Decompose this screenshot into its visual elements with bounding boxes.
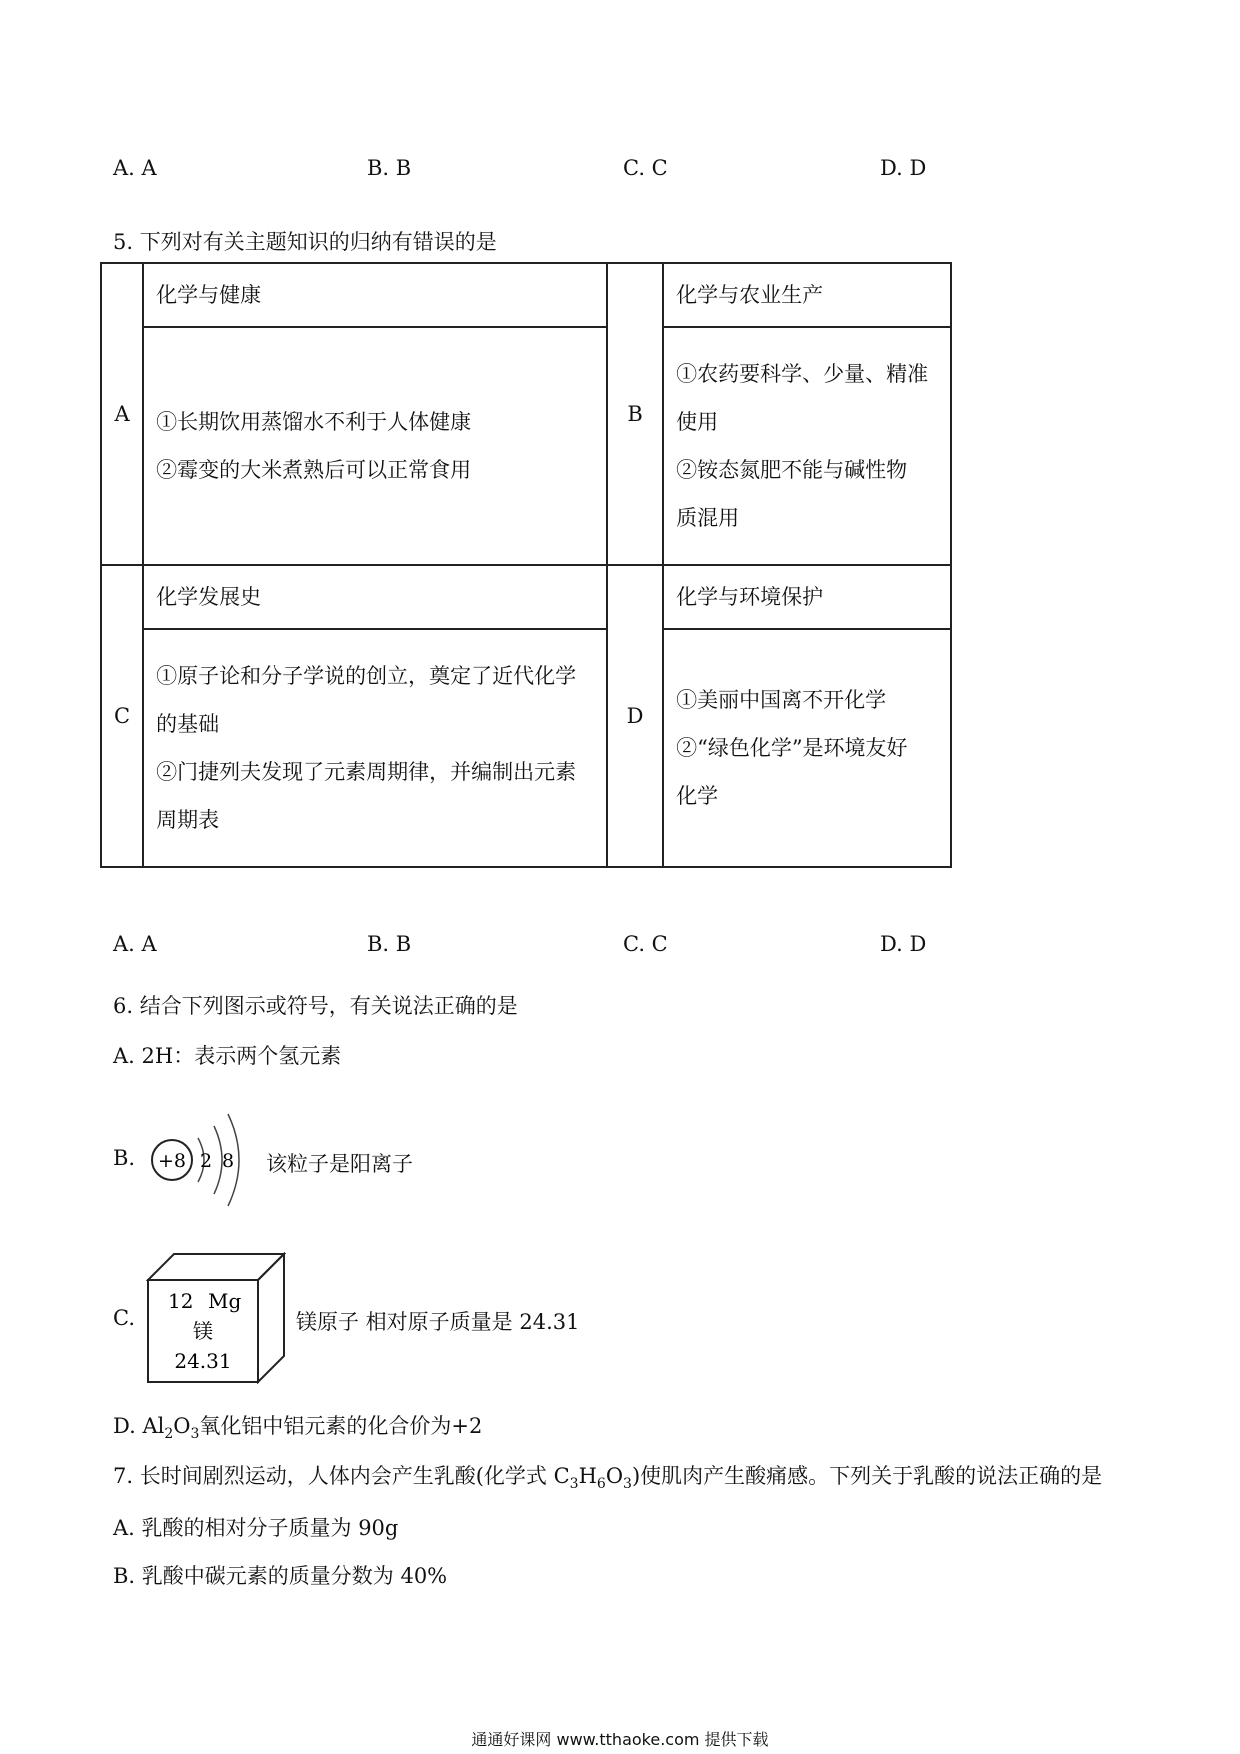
table-d-line-3: 化学 [676, 784, 719, 808]
q6-option-a: A. 2H：表示两个氢元素 [113, 1044, 342, 1068]
q7-stem-h: H [578, 1464, 597, 1488]
q6-option-b-text: 该粒子是阳离子 [266, 1152, 413, 1176]
q5-knowledge-table [100, 262, 952, 868]
table-a-line-2: ②霉变的大米煮熟后可以正常食用 [156, 458, 472, 482]
table-content-b [663, 327, 951, 565]
q5-option-d: D. D [880, 932, 927, 956]
q7-subscript-c: 3 [569, 1476, 579, 1493]
q5-option-b: B. B [367, 932, 412, 956]
nucleus-charge: +8 [157, 1150, 187, 1172]
q6-option-c-label: C. [113, 1306, 135, 1330]
q4-option-c: C. C [623, 156, 668, 180]
table-b-line-2: 使用 [676, 410, 719, 434]
atomic-mass: 24.31 [174, 1349, 232, 1373]
atomic-number: 12 [168, 1289, 194, 1313]
q7-stem [113, 1460, 1102, 1492]
q4-option-a: A. A [113, 156, 157, 180]
periodic-table-cell [146, 1252, 286, 1384]
table-c-line-2: 的基础 [156, 712, 220, 736]
table-title-c: 化学发展史 [143, 565, 607, 629]
table-d-line-2: ②“绿色化学”是环境友好 [676, 736, 908, 760]
q7-option-a: A. 乳酸的相对分子质量为 90g [113, 1516, 399, 1540]
q6-option-c-text: 镁原子 相对原子质量是 24.31 [296, 1310, 580, 1334]
q6-d-text-start: D. Al [113, 1414, 165, 1438]
table-b-line-4: 质混用 [676, 506, 740, 530]
shell-1-electrons: 2 [199, 1150, 213, 1172]
table-b-line-1: ①农药要科学、少量、精准 [676, 362, 929, 386]
q5-option-c: C. C [623, 932, 668, 956]
q6-d-subscript-1: 2 [164, 1426, 174, 1443]
atomic-structure-diagram [140, 1098, 250, 1218]
q7-stem-o: O [605, 1464, 624, 1488]
table-letter-c: C [101, 565, 143, 867]
table-content-a [143, 327, 607, 565]
q5-stem: 5. 下列对有关主题知识的归纳有错误的是 [113, 230, 497, 254]
element-symbol: Mg [208, 1289, 242, 1313]
q7-stem-start: 7. 长时间剧烈运动，人体内会产生乳酸(化学式 C [113, 1464, 570, 1488]
q6-d-text-end: 氧化铝中铝元素的化合价为+2 [199, 1414, 483, 1438]
table-d-line-1: ①美丽中国离不开化学 [676, 688, 887, 712]
table-content-d [663, 629, 951, 867]
q6-option-b-label: B. [113, 1146, 136, 1170]
q7-subscript-o: 3 [623, 1476, 632, 1493]
table-a-line-1: ①长期饮用蒸馏水不利于人体健康 [156, 410, 472, 434]
table-content-c [143, 629, 607, 867]
table-c-line-3: ②门捷列夫发现了元素周期律，并编制出元素 [156, 760, 577, 784]
q7-stem-end: )使肌肉产生酸痛感。下列关于乳酸的说法正确的是 [631, 1464, 1103, 1488]
q6-d-subscript-2: 3 [190, 1426, 200, 1443]
table-title-d: 化学与环境保护 [663, 565, 951, 629]
page-footer: 通通好课网 www.tthaoke.com 提供下载 [471, 1730, 769, 1749]
q6-d-text-mid: O [173, 1414, 191, 1438]
element-name: 镁 [193, 1319, 213, 1343]
q7-subscript-h: 6 [596, 1476, 606, 1493]
q6-stem: 6. 结合下列图示或符号，有关说法正确的是 [113, 994, 518, 1018]
table-letter-b: B [607, 263, 663, 565]
table-c-line-1: ①原子论和分子学说的创立，奠定了近代化学 [156, 664, 577, 688]
q5-option-a: A. A [113, 932, 157, 956]
q7-option-b: B. 乳酸中碳元素的质量分数为 40% [113, 1564, 448, 1588]
table-letter-a: A [101, 263, 143, 565]
table-title-b: 化学与农业生产 [663, 263, 951, 327]
q4-option-b: B. B [367, 156, 412, 180]
table-c-line-4: 周期表 [156, 808, 220, 832]
table-b-line-3: ②铵态氮肥不能与碱性物 [676, 458, 908, 482]
q6-option-d [113, 1410, 482, 1442]
table-letter-d: D [607, 565, 663, 867]
shell-2-electrons: 8 [221, 1150, 235, 1172]
q4-option-d: D. D [880, 156, 927, 180]
table-title-a: 化学与健康 [143, 263, 607, 327]
